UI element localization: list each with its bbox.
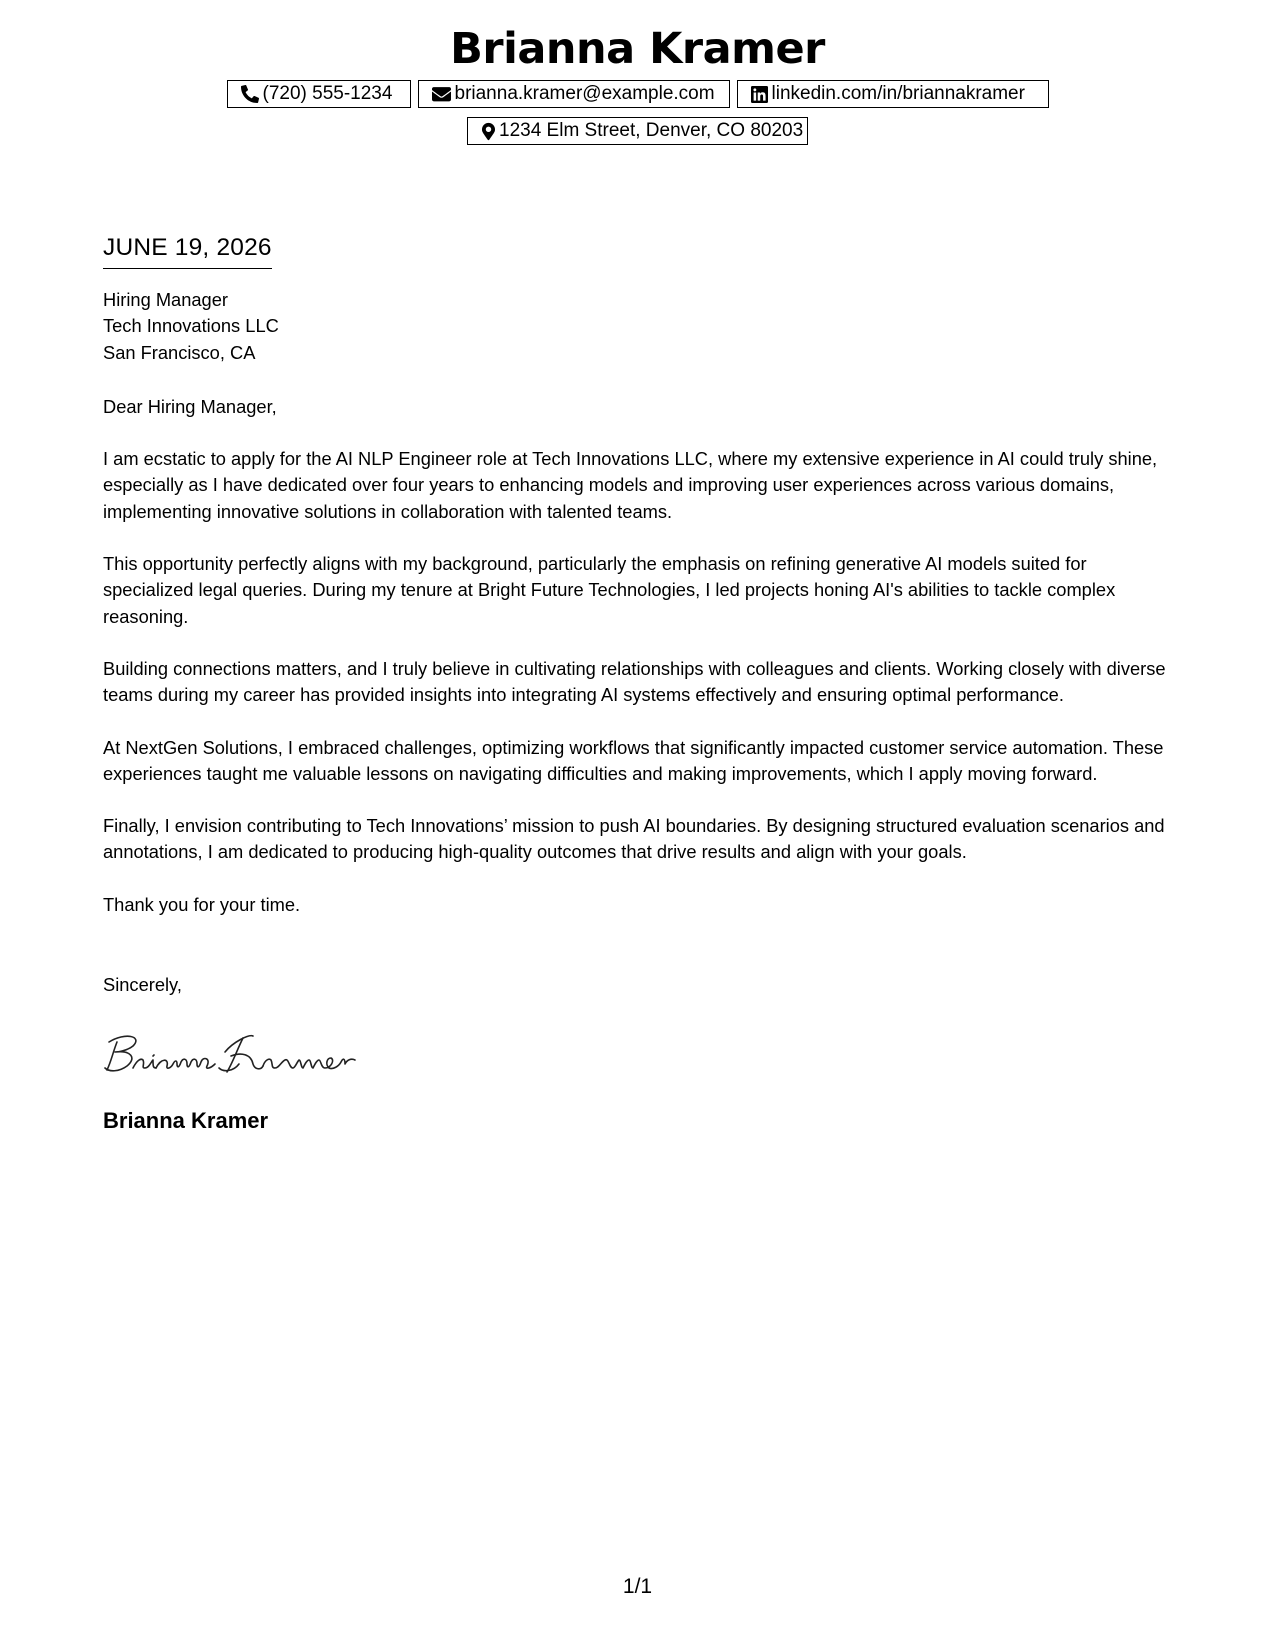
envelope-icon	[432, 87, 451, 102]
contact-phone	[227, 80, 411, 108]
email-text: brianna.kramer@example.com	[454, 83, 715, 104]
linkedin-icon	[751, 86, 768, 103]
recipient-location: San Francisco, CA	[103, 341, 256, 363]
handwritten-signature	[103, 1028, 1178, 1078]
body-paragraph: At NextGen Solutions, I embraced challenges, optimizing workflows that significantly impacted customer service automation. These experiences taught me valuable lessons on navigating difficulties and making improvements, which I apply moving forward.	[103, 736, 1164, 784]
recipient-title: Hiring Manager	[103, 289, 228, 310]
recipient-company: Tech Innovations LLC	[103, 315, 279, 337]
letter-date: JUNE 19, 2026	[103, 230, 272, 269]
phone-text: (720) 555-1234	[262, 83, 393, 104]
thank-you-line: Thank you for your time.	[103, 893, 301, 915]
contact-info-row	[0, 80, 1275, 108]
contact-address	[467, 117, 808, 145]
salutation: Dear Hiring Manager,	[103, 395, 277, 417]
page-number: 1/1	[622, 1575, 653, 1598]
applicant-name-heading: Brianna Kramer	[450, 24, 825, 74]
body-paragraph: This opportunity perfectly aligns with my background, particularly the emphasis on refining generative AI models suited for specialized legal queries. During my tenure at Bright Future Technologies, I led projects honing AI's abilities to tackle complex reasoning.	[103, 553, 1116, 627]
body-paragraph: I am ecstatic to apply for the AI NLP Engineer role at Tech Innovations LLC, where my extensive experience in AI could truly shine, especially as I have dedicated over four years to enhancing models and improving user experiences across various domains, implementing innovative solutions in collaboration with talented teams.	[103, 448, 1158, 522]
address-text: 1234 Elm Street, Denver, CO 80203	[499, 120, 804, 141]
letter-body	[103, 230, 1178, 1136]
closing: Sincerely,	[103, 974, 182, 996]
body-paragraph: Building connections matters, and I truly believe in cultivating relationships with colleagues and clients. Working closely with diverse teams during my career has provided insights into integrating AI systems effectively and ensuring optimal performance.	[103, 657, 1166, 706]
map-pin-icon	[482, 122, 495, 141]
phone-icon	[241, 85, 259, 103]
signed-name: Brianna Kramer	[103, 1108, 269, 1134]
recipient-block	[103, 287, 1178, 366]
contact-linkedin	[737, 80, 1049, 108]
body-paragraph: Finally, I envision contributing to Tech Innovations’ mission to push AI boundaries. By designing structured evaluation scenarios and annotations, I am dedicated to producing high-quality outcomes that drive results and align with your goals.	[103, 815, 1165, 863]
contact-email	[418, 80, 730, 108]
contact-address-row	[0, 117, 1275, 145]
linkedin-text: linkedin.com/in/briannakramer	[771, 83, 1025, 104]
